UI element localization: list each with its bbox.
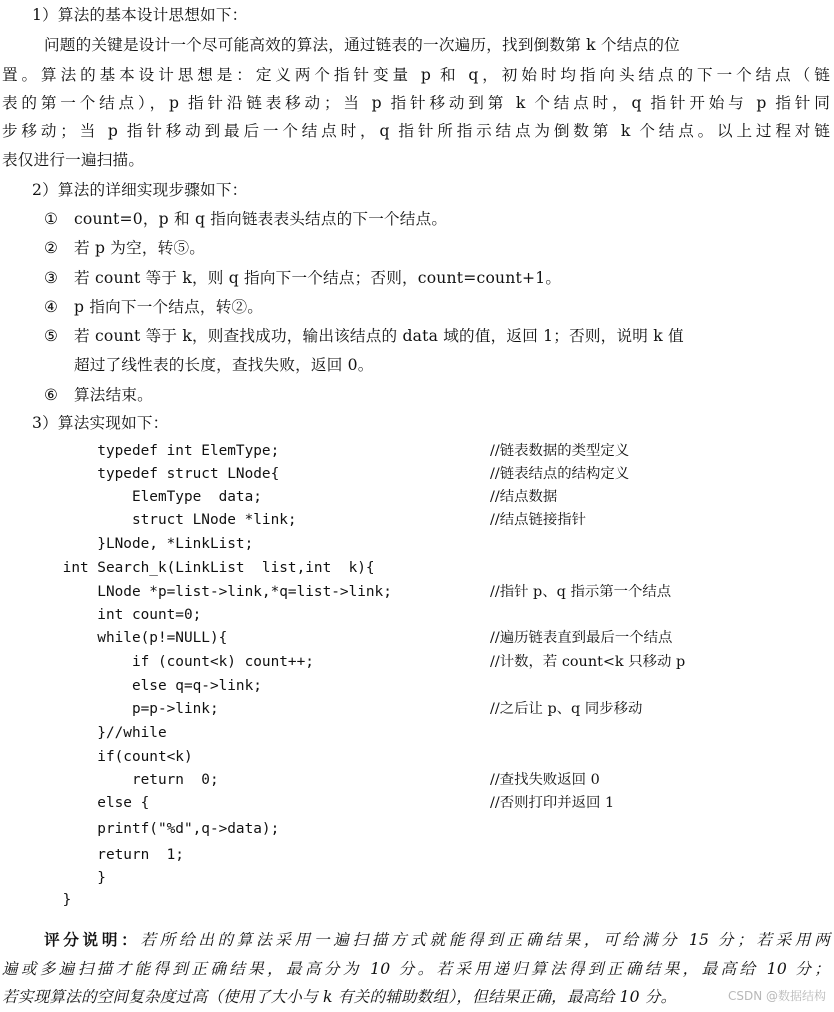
code-comment: //之后让 p、q 同步移动 — [490, 701, 643, 717]
code-line: return 1; — [28, 847, 184, 863]
code-line: else { — [28, 795, 150, 811]
code-line: if (count<k) count++; — [28, 654, 314, 670]
code-line: int Search_k(LinkList list,int k){ — [28, 560, 375, 576]
code-line: if(count<k) — [28, 749, 193, 765]
step-item — [44, 384, 153, 406]
code-line: }LNode, *LinkList; — [28, 536, 254, 552]
step-text: 算法结束。 — [74, 386, 153, 404]
section2-heading: 2）算法的详细实现步骤如下： — [32, 181, 248, 199]
grading-line: 遍或多遍扫描才能得到正确结果，最高分为 10 分。若采用递归算法得到正确结果，最高给 10 分； — [2, 960, 830, 978]
code-line: typedef int ElemType; — [28, 443, 280, 459]
step-item — [44, 325, 684, 347]
code-comment: //链表数据的类型定义 — [490, 443, 630, 459]
section1-paragraph-line: 问题的关键是设计一个尽可能高效的算法，通过链表的一次遍历，找到倒数第 k 个结点的位 — [44, 36, 680, 54]
code-line: p=p->link; — [28, 701, 219, 717]
grading-line: 若实现算法的空间复杂度过高（使用了大小与 k 有关的辅助数组），但结果正确，最高给 10 分。 — [2, 988, 677, 1006]
code-comment: //计数，若 count<k 只移动 p — [490, 654, 686, 670]
step-number: ② — [44, 239, 59, 257]
step-number: ① — [44, 210, 59, 228]
code-line: while(p!=NULL){ — [28, 630, 228, 646]
code-comment: //否则打印并返回 1 — [490, 795, 615, 811]
code-line: int count=0; — [28, 607, 202, 623]
code-line: else q=q->link; — [28, 678, 262, 694]
code-line: return 0; — [28, 772, 219, 788]
code-line: } — [28, 870, 106, 886]
code-comment: //链表结点的结构定义 — [490, 466, 630, 482]
step-text: 若 count 等于 k，则 q 指向下一个结点；否则，count=count+1。 — [74, 269, 562, 287]
section1-heading: 1）算法的基本设计思想如下： — [32, 6, 248, 24]
step-item — [44, 208, 447, 230]
step-item — [44, 237, 205, 259]
code-comment: //结点链接指针 — [490, 512, 587, 528]
step-number: ③ — [44, 269, 59, 287]
step-item — [44, 267, 561, 289]
step-number: ⑤ — [44, 327, 59, 345]
step-text: p 指向下一个结点，转②。 — [74, 298, 264, 316]
step-item — [44, 296, 263, 318]
code-line: }//while — [28, 725, 167, 741]
section1-paragraph-line: 表的第一个结点），p 指针沿链表移动；当 p 指针移动到第 k 个结点时，q 指针开始与 p 指针同 — [2, 94, 830, 112]
code-line: ElemType data; — [28, 489, 262, 505]
code-comment: //结点数据 — [490, 489, 558, 505]
step-text: count=0，p 和 q 指向链表表头结点的下一个结点。 — [74, 210, 448, 228]
step-number: ④ — [44, 298, 59, 316]
step-text: 若 p 为空，转⑤。 — [74, 239, 206, 257]
grading-label: 评分说明： — [44, 930, 141, 949]
grading-line — [2, 929, 830, 951]
step-number: ⑥ — [44, 386, 59, 404]
section1-paragraph-line: 表仅进行一遍扫描。 — [2, 151, 145, 169]
code-comment: //指针 p、q 指示第一个结点 — [490, 584, 672, 600]
code-line: typedef struct LNode{ — [28, 466, 280, 482]
section1-paragraph-line: 步移动；当 p 指针移动到最后一个结点时，q 指针所指示结点为倒数第 k 个结点。以上过程对链 — [2, 122, 830, 140]
code-comment: //查找失败返回 0 — [490, 772, 600, 788]
watermark: CSDN @数据结构 — [727, 989, 826, 1003]
grading-text: 若所给出的算法采用一遍扫描方式就能得到正确结果，可给满分 15 分；若采用两 — [140, 931, 830, 949]
section1-paragraph-line: 置。算法的基本设计思想是：定义两个指针变量 p 和 q，初始时均指向头结点的下一个结点（链 — [2, 66, 830, 84]
step-text: 若 count 等于 k，则查找成功，输出该结点的 data 域的值，返回 1；否则，说明 k 值 — [74, 327, 684, 345]
code-line: LNode *p=list->link,*q=list->link; — [28, 584, 392, 600]
section3-heading: 3）算法实现如下： — [32, 414, 169, 432]
code-line: printf("%d",q->data); — [28, 821, 280, 837]
code-line: } — [28, 892, 72, 908]
code-comment: //遍历链表直到最后一个结点 — [490, 630, 673, 646]
code-line: struct LNode *link; — [28, 512, 297, 528]
step-continuation: 超过了线性表的长度，查找失败，返回 0。 — [74, 356, 374, 374]
